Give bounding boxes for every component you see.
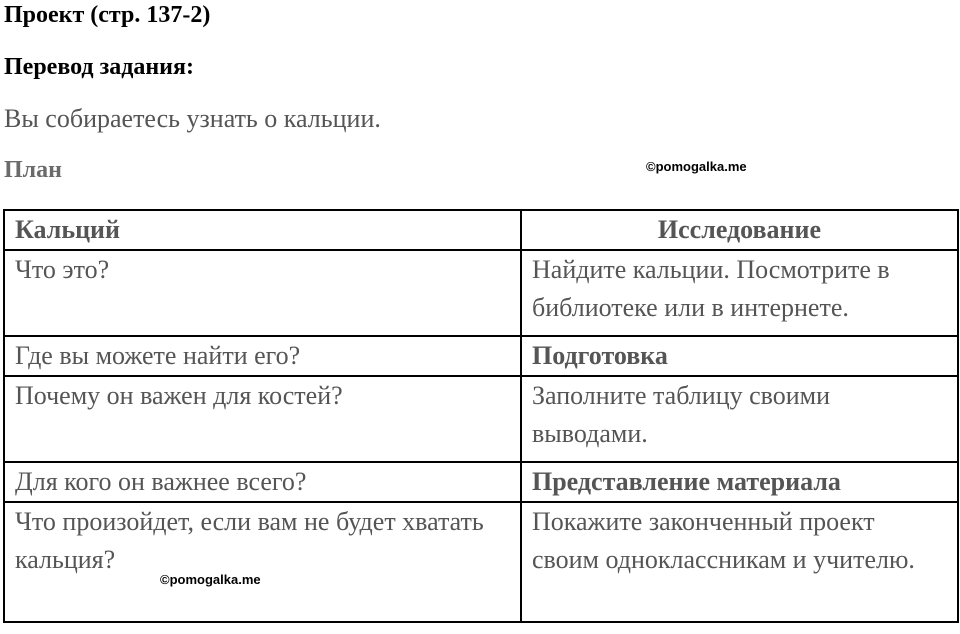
table-row — [4, 462, 958, 502]
watermark: ©pomogalka.me — [646, 159, 747, 174]
table-row — [4, 250, 958, 336]
row-action: Найдите кальции. Посмотрите в библиотеке или в интернете. — [521, 250, 958, 336]
row-section-heading: Подготовка — [521, 336, 958, 376]
intro-text: Вы собираетесь узнать о кальции. — [4, 104, 381, 133]
page-title: Проект (стр. 137-2) — [4, 2, 211, 28]
plan-heading: План — [4, 157, 62, 183]
table-row — [4, 376, 958, 462]
row-question: Где вы можете найти его? — [4, 336, 521, 376]
row-action: Заполните таблицу своими выводами. — [521, 376, 958, 462]
watermark: ©pomogalka.me — [160, 572, 261, 587]
row-question: Для кого он важнее всего? — [4, 462, 521, 502]
task-translation-heading: Перевод задания: — [4, 54, 194, 80]
header-calcium: Кальций — [4, 210, 521, 250]
table-row — [4, 502, 958, 622]
row-question: Что произойдет, если вам не будет хватать кальция? — [4, 502, 521, 622]
plan-table — [3, 209, 959, 623]
row-action: Покажите законченный проект своим одноклассникам и учителю. — [521, 502, 958, 622]
row-section-heading: Представление материала — [521, 462, 958, 502]
table-row — [4, 336, 958, 376]
header-research: Исследование — [521, 210, 958, 250]
row-question: Что это? — [4, 250, 521, 336]
row-question: Почему он важен для костей? — [4, 376, 521, 462]
table-header-row — [4, 210, 958, 250]
